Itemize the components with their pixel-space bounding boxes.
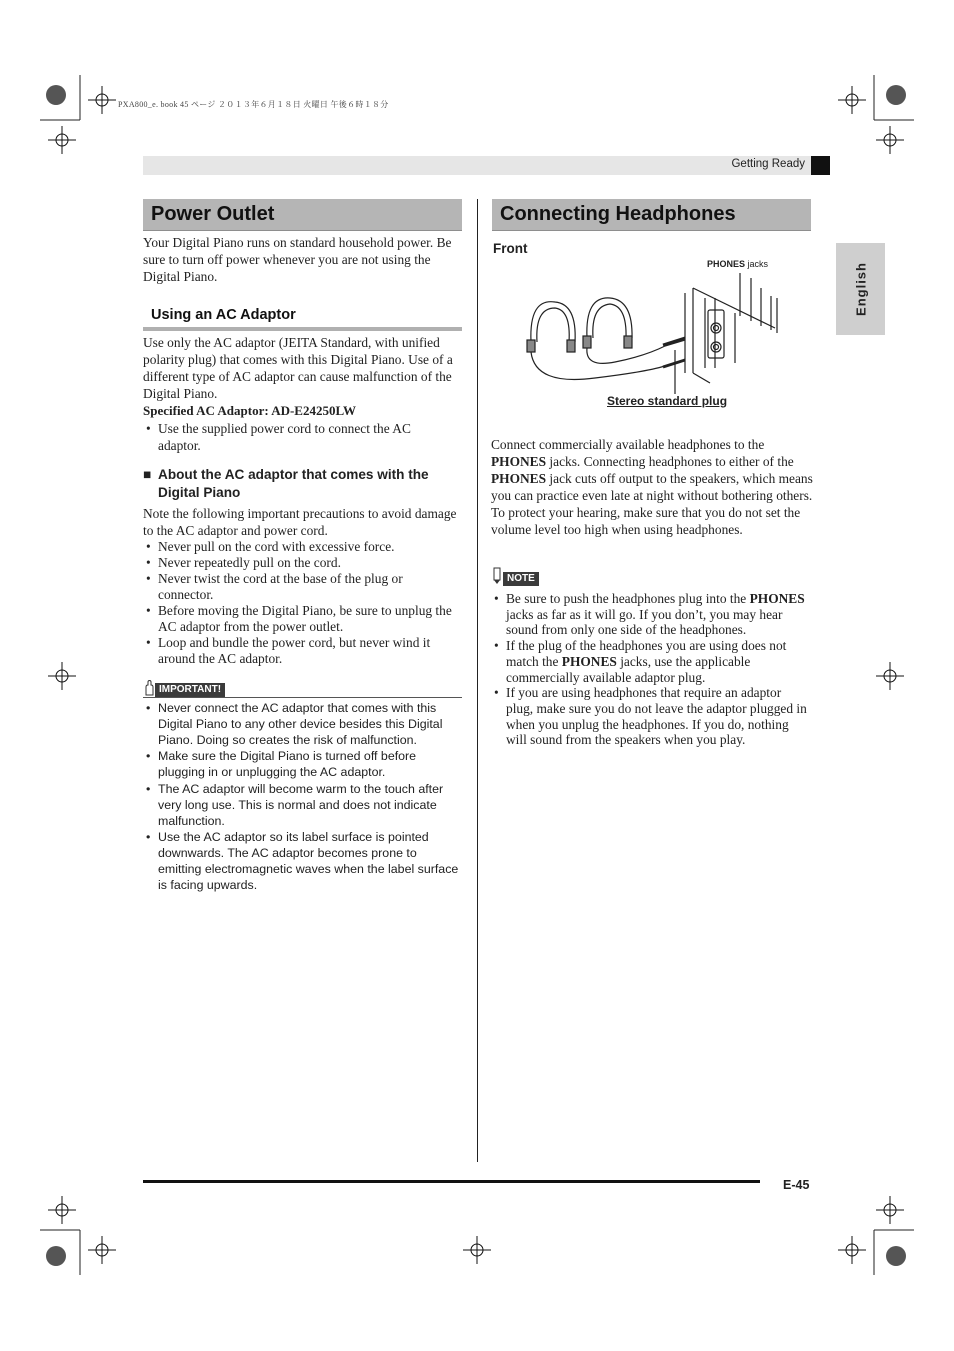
stereo-plug-label: Stereo standard plug [607,394,728,408]
headphones-text-3: jack cuts off output to the speakers, which means you can practice even late at night without bothering others. To protect your hearing, make sure that you do not set the volume level too high when using headphones. [491,471,813,537]
list-item: • Never repeatedly pull on the cord. [143,555,458,571]
list-item: • Use the supplied power cord to connect the AC adaptor. [143,420,448,454]
section-band-marker [811,156,830,175]
note-marker [491,567,551,585]
section-band-label: Getting Ready [731,158,805,170]
list-item: • The AC adaptor will become warm to the touch after very long use. This is normal and does not indicate malfunction. [143,782,463,829]
phones-bold: PHONES [491,471,547,486]
about-heading [143,466,463,502]
list-item: • Never twist the cord at the base of the plug or connector. [143,571,458,603]
precaution-list [143,539,458,667]
subheading-rule [143,327,462,331]
pencil-icon [491,567,502,585]
important-label: IMPORTANT! [155,683,225,697]
list-item: • If you are using headphones that require an adaptor plug, make sure you do not leave the adaptor plugged in when you unplug the headphones. If you do, nothing will sound from the speakers when you play. [491,685,811,748]
note-list [491,591,811,748]
power-intro: Your Digital Piano runs on standard household power. Be sure to turn off power whenever you are not using the Digital Piano. [143,235,452,284]
list-item: • Use the AC adaptor so its label surface is pointed downwards. The AC adaptor becomes prone to emitting electromagnetic waves when the label surface is facing upwards. [143,830,463,893]
footer-rule [143,1180,760,1183]
list-item: • Be sure to push the headphones plug into the PHONES jacks as far as it will go. If you don’t, you may hear sound from only one side of the headphones. [491,591,811,638]
phones-jacks-bold: PHONES [707,259,746,269]
list-item: • Before moving the Digital Piano, be sure to unplug the AC adaptor from the power outlet. [143,603,458,635]
headphones-illustration [515,268,785,396]
column-divider [477,199,478,1162]
ac-adaptor-subheading: Using an AC Adaptor [151,307,296,323]
important-marker [143,680,462,698]
list-item: • Make sure the Digital Piano is turned off before plugging in or unplugging the AC adaptor. [143,749,463,781]
language-tab-label: English [853,262,868,316]
cord-list [143,420,448,454]
headphones-header [492,199,811,231]
specified-adaptor: Specified AC Adaptor: AD-E24250LW [143,403,356,418]
note-intro: Note the following important precautions to avoid damage to the AC adaptor and power cord. [143,506,457,538]
list-item: • Loop and bundle the power cord, but never wind it around the AC adaptor. [143,635,458,667]
page-number: E-45 [783,1178,810,1192]
power-outlet-header [143,199,462,231]
list-item: • Never connect the AC adaptor that comes with this Digital Piano to any other device besides this Digital Piano. Doing so creates the risk of malfunction. [143,701,463,748]
square-bullet-icon: ■ [143,467,152,482]
important-list [143,701,463,894]
headphones-text-1: Connect commercially available headphones to the [491,437,765,452]
front-label: Front [493,241,528,256]
list-item: • If the plug of the headphones you are using does not match the PHONES jacks, use the applicable commercially available adaptor plug. [491,638,811,685]
headphones-title: Connecting Headphones [500,203,736,225]
phones-jacks-rest: jacks [745,259,769,269]
hand-icon [143,680,154,696]
adaptor-text: Use only the AC adaptor (JEITA Standard, with unified polarity plug) that comes with this Digital Piano. Use of a different type of AC adaptor can cause malfunction of the Digital Piano. [143,335,453,401]
file-header: PXA800_e. book 45 ページ ２０１３年６月１８日 火曜日 午後６時１８分 [118,100,389,109]
headphones-text [491,436,813,538]
language-tab [836,243,885,335]
power-outlet-title: Power Outlet [151,203,275,225]
headphones-text-2: jacks. Connecting headphones to either of the [546,454,794,469]
about-heading-text: About the AC adaptor that comes with the Digital Piano [158,467,429,500]
note-label: NOTE [503,572,539,586]
phones-bold: PHONES [491,454,547,469]
list-item: • Never pull on the cord with excessive force. [143,539,458,555]
